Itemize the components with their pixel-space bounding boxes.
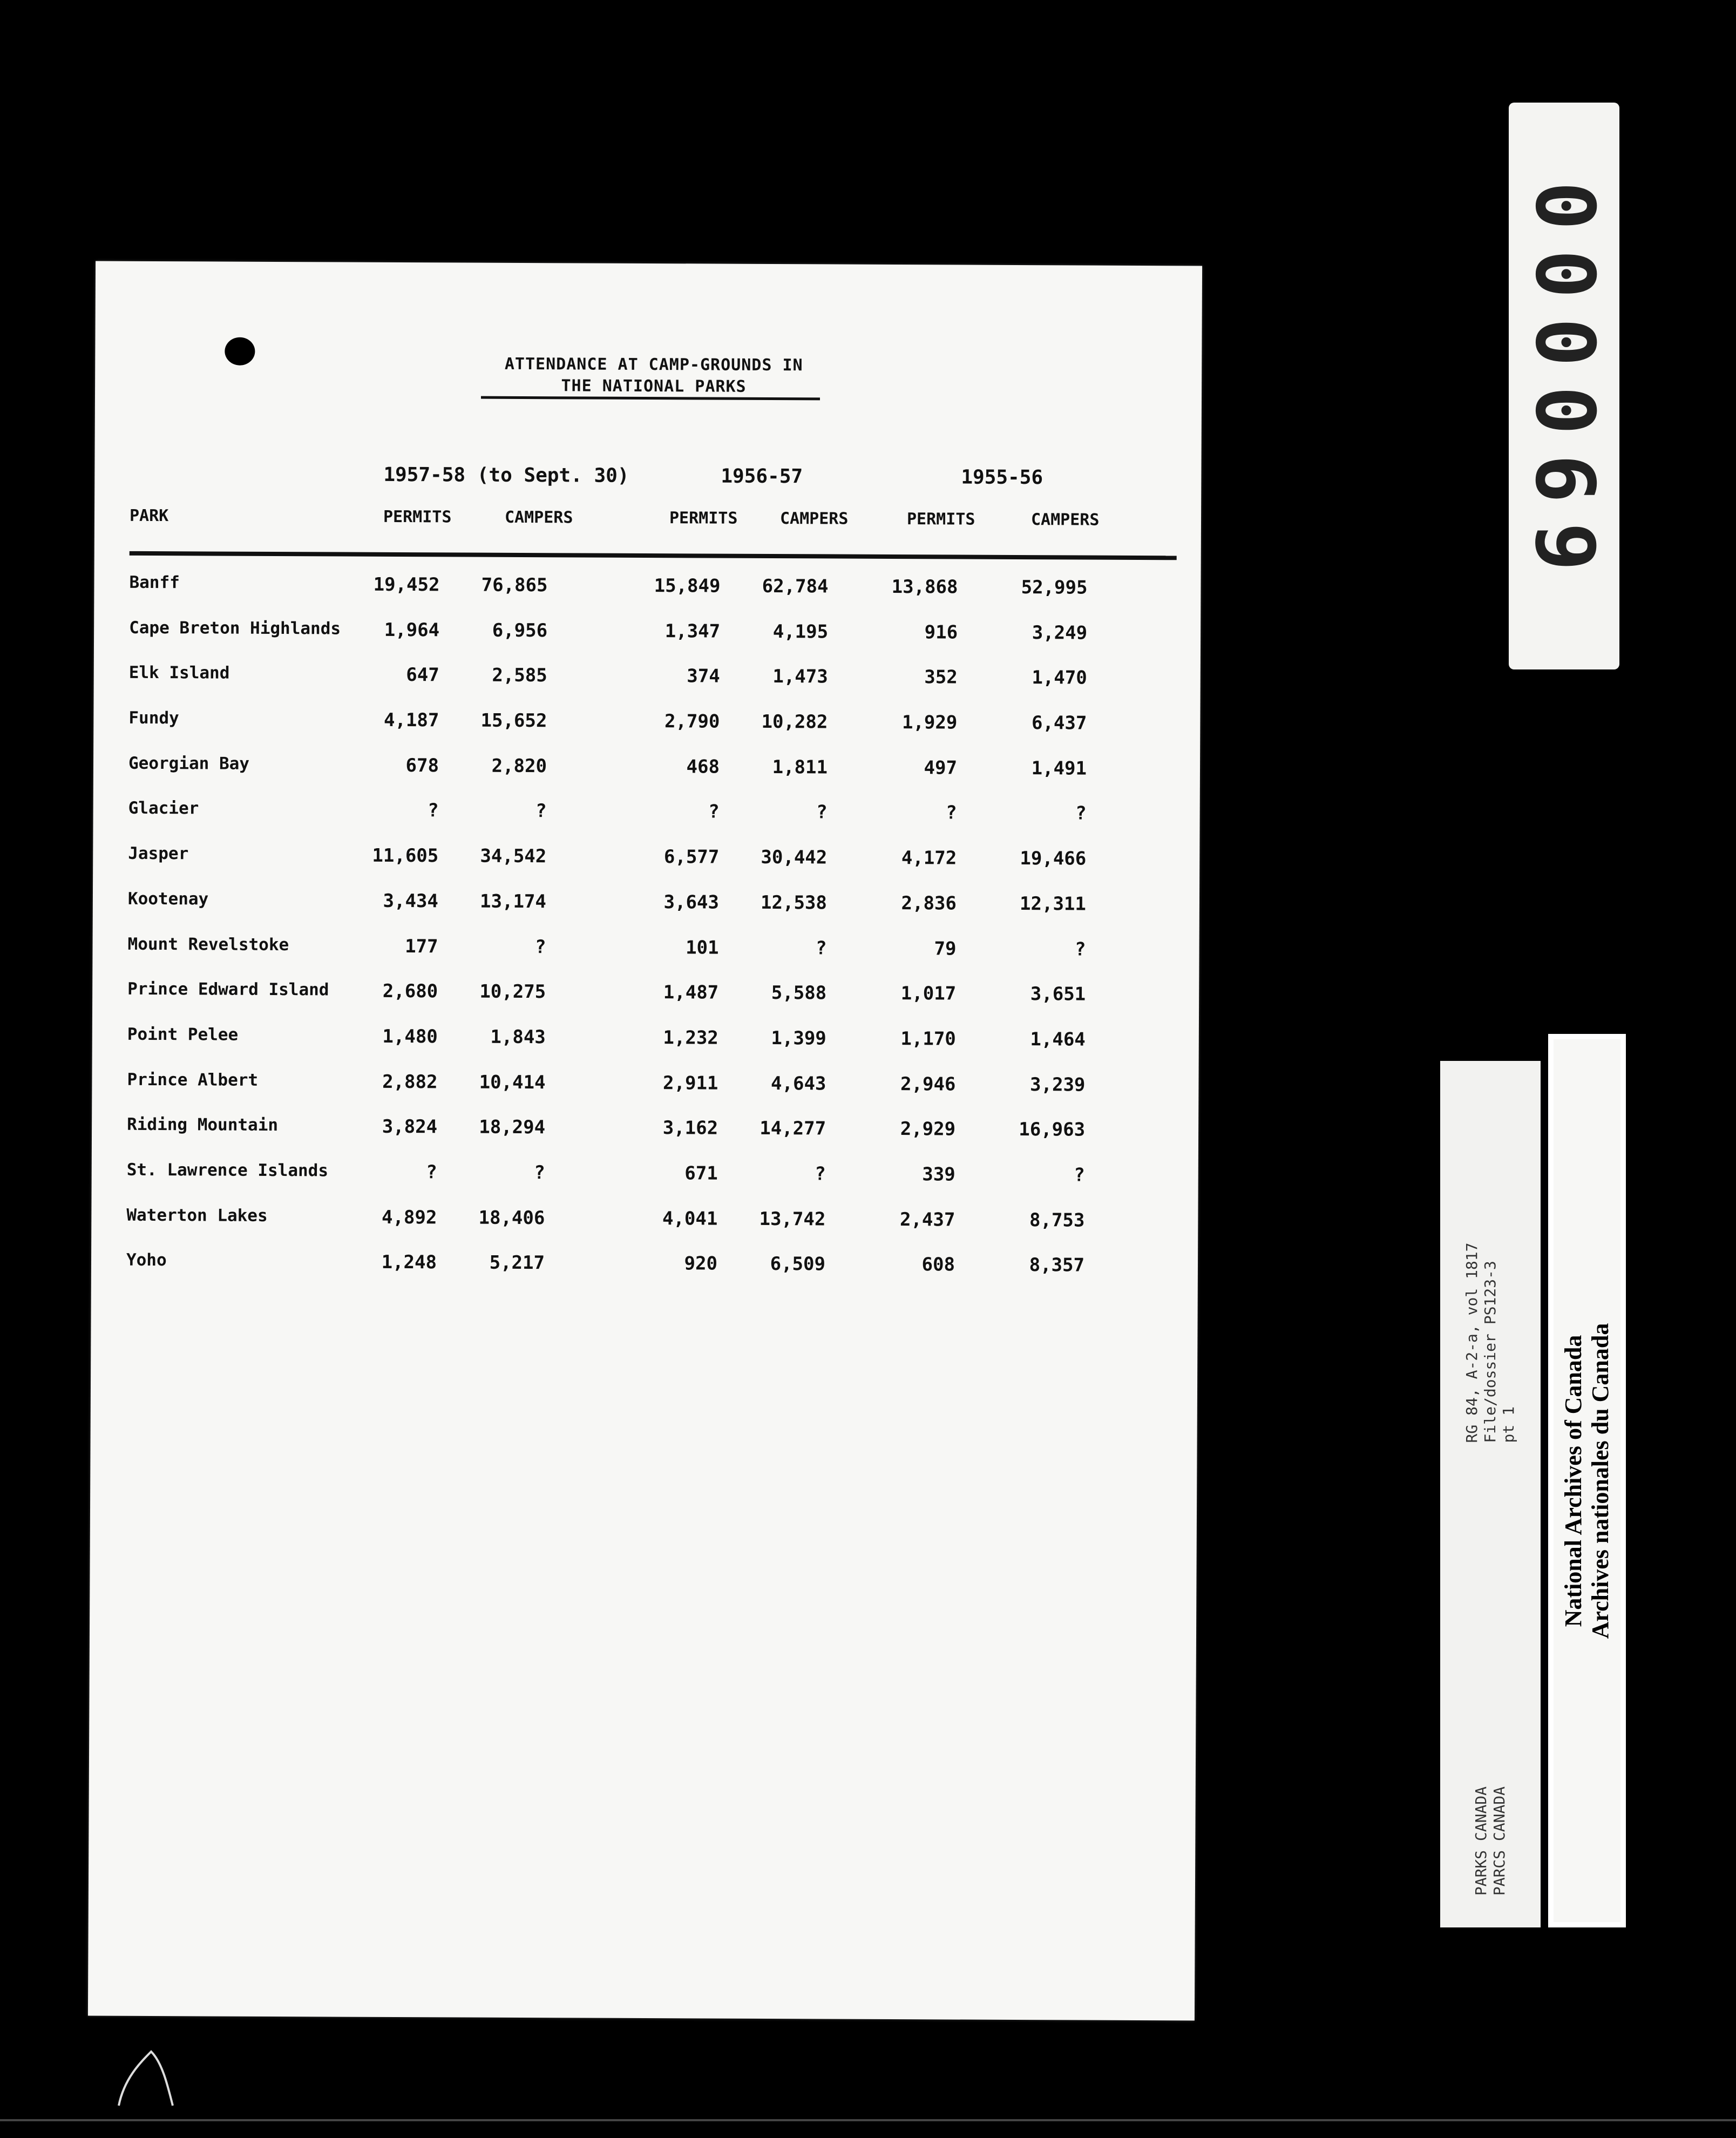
park-name: Banff <box>129 572 180 593</box>
table-cell: 2,946 <box>900 1073 956 1095</box>
table-cell: 3,162 <box>662 1117 718 1139</box>
period-header-3: 1955-56 <box>961 466 1043 489</box>
table-row <box>92 973 1199 1023</box>
table-cell: 12,311 <box>1020 892 1087 915</box>
park-name: Jasper <box>128 843 189 864</box>
table-cell: 3,651 <box>1030 983 1086 1005</box>
table-cell: 30,442 <box>761 847 828 869</box>
table-cell: 79 <box>934 937 957 960</box>
table-cell: 6,956 <box>492 619 548 641</box>
table-cell: 3,239 <box>1030 1073 1086 1096</box>
table-cell: 647 <box>406 664 439 686</box>
document-page <box>88 261 1202 2021</box>
table-cell: 13,174 <box>480 890 547 913</box>
park-name: Prince Albert <box>127 1070 259 1090</box>
table-cell: ? <box>534 936 546 958</box>
table-cell: 352 <box>924 666 958 688</box>
table-cell: 18,406 <box>478 1207 545 1229</box>
table-cell: ? <box>946 802 957 824</box>
table-cell: 671 <box>684 1162 718 1185</box>
table-cell: 15,652 <box>480 709 547 732</box>
frame-number: 000069 <box>1517 181 1611 591</box>
table-cell: 19,452 <box>373 573 440 596</box>
table-cell: 468 <box>686 756 720 778</box>
agency-english: PARKS CANADA <box>1472 1786 1490 1896</box>
table-cell: 4,187 <box>383 709 439 732</box>
table-cell: 34,542 <box>480 845 547 868</box>
column-header-campers-2: CAMPERS <box>779 509 849 529</box>
table-cell: 3,643 <box>663 891 720 914</box>
table-cell: 339 <box>922 1163 955 1186</box>
table-row <box>92 1108 1198 1159</box>
table-cell: 608 <box>921 1254 955 1276</box>
park-name: Elk Island <box>128 663 230 684</box>
table-cell: 920 <box>684 1253 718 1275</box>
table-cell: 2,437 <box>899 1208 955 1231</box>
table-row <box>93 882 1199 932</box>
table-cell: 8,753 <box>1029 1209 1085 1232</box>
column-header-permits-3: PERMITS <box>906 510 975 529</box>
table-cell: 1,964 <box>384 619 440 641</box>
table-cell: 3,434 <box>383 890 439 912</box>
table-cell: 1,487 <box>663 982 719 1004</box>
document-title <box>481 354 826 398</box>
table-cell: 4,643 <box>771 1072 826 1095</box>
film-scratch-mark <box>108 2046 184 2111</box>
table-cell: 3,249 <box>1032 621 1088 644</box>
table-row <box>91 1244 1198 1294</box>
table-cell: 76,865 <box>481 574 548 597</box>
table-cell: 1,232 <box>663 1027 718 1049</box>
title-line-1: ATTENDANCE AT CAMP-GROUNDS IN <box>504 354 803 375</box>
table-row <box>94 657 1201 707</box>
table-cell: ? <box>1074 1164 1085 1186</box>
table-cell: 12,538 <box>761 891 828 914</box>
park-name: Kootenay <box>127 889 209 909</box>
table-cell: 6,437 <box>1031 712 1087 734</box>
park-name: Point Pelee <box>127 1024 239 1045</box>
table-cell: 10,282 <box>761 711 828 733</box>
attendance-table <box>91 566 1201 1294</box>
film-edge-line <box>0 2119 1736 2121</box>
table-row <box>91 1199 1198 1249</box>
park-name: Riding Mountain <box>127 1115 279 1135</box>
table-cell: 5,588 <box>771 982 827 1004</box>
period-header-1: 1957-58 (to Sept. 30) <box>383 463 629 487</box>
column-header-permits-2: PERMITS <box>669 509 738 528</box>
table-row <box>93 837 1199 888</box>
column-header-campers-1: CAMPERS <box>504 508 573 527</box>
table-cell: 10,275 <box>479 980 546 1003</box>
reference-line-3: pt 1 <box>1500 1406 1517 1443</box>
table-cell: 2,680 <box>382 980 438 1003</box>
table-cell: 6,577 <box>663 846 720 868</box>
table-cell: 19,466 <box>1020 848 1087 870</box>
table-cell: 2,911 <box>663 1072 718 1094</box>
reference-line-1: RG 84, A-2-a, vol 1817 <box>1463 1242 1481 1443</box>
table-cell: 101 <box>686 936 719 959</box>
table-cell: 1,248 <box>381 1251 437 1274</box>
table-cell: 2,820 <box>491 755 547 777</box>
table-cell: 1,473 <box>772 666 828 688</box>
table-cell: 3,824 <box>382 1116 438 1138</box>
punch-hole <box>225 337 255 366</box>
table-cell: ? <box>815 937 827 959</box>
table-cell: ? <box>426 1161 437 1183</box>
table-row <box>93 702 1200 752</box>
column-header-permits-1: PERMITS <box>383 507 452 527</box>
table-cell: 16,963 <box>1019 1119 1086 1141</box>
table-cell: 1,929 <box>901 712 958 734</box>
column-header-campers-3: CAMPERS <box>1030 510 1100 530</box>
park-name: Mount Revelstoke <box>127 934 289 955</box>
table-cell: 1,399 <box>771 1027 826 1050</box>
table-row <box>92 928 1199 978</box>
table-cell: 6,509 <box>770 1253 826 1275</box>
table-cell: 2,836 <box>901 892 957 915</box>
title-line-2: THE NATIONAL PARKS <box>561 376 747 396</box>
table-cell: 1,347 <box>664 620 721 642</box>
table-cell: 1,480 <box>382 1025 438 1048</box>
header-divider <box>130 551 1177 560</box>
park-name: Yoho <box>126 1250 167 1270</box>
column-header-park: PARK <box>129 506 169 526</box>
table-row <box>93 747 1200 797</box>
table-cell: 13,868 <box>891 576 958 598</box>
agency-french: PARCS CANADA <box>1490 1786 1508 1896</box>
table-cell: 1,843 <box>490 1026 546 1048</box>
table-cell: 4,041 <box>662 1207 718 1230</box>
park-name: Cape Breton Highlands <box>129 618 341 639</box>
table-cell: 1,017 <box>900 983 957 1005</box>
table-cell: 678 <box>405 754 439 777</box>
table-cell: 4,195 <box>772 620 829 643</box>
table-cell: 497 <box>924 756 958 779</box>
archives-name-french: Archives nationales du Canada <box>1587 1323 1613 1639</box>
table-cell: ? <box>816 801 828 823</box>
table-cell: 8,357 <box>1029 1254 1085 1276</box>
table-row <box>92 1153 1198 1203</box>
park-name: Waterton Lakes <box>126 1205 268 1226</box>
table-cell: ? <box>1074 938 1086 960</box>
table-cell: 14,277 <box>760 1118 826 1140</box>
table-cell: ? <box>708 801 720 823</box>
table-cell: 4,892 <box>381 1206 437 1228</box>
table-cell: 5,217 <box>489 1252 545 1274</box>
reference-line-2: File/dossier PS123-3 <box>1481 1260 1499 1443</box>
table-cell: 4,172 <box>901 847 957 869</box>
national-archives-text <box>1560 1323 1614 1639</box>
table-row <box>92 1018 1199 1068</box>
table-cell: 1,811 <box>772 756 828 779</box>
table-cell: 916 <box>924 621 958 644</box>
table-cell: 15,849 <box>654 575 721 597</box>
table-cell: ? <box>428 800 439 822</box>
table-cell: ? <box>535 800 547 822</box>
table-cell: 11,605 <box>372 844 439 867</box>
park-name: Prince Edward Island <box>127 979 329 1000</box>
table-row <box>93 792 1199 842</box>
table-cell: ? <box>534 1162 545 1184</box>
park-name: Fundy <box>128 708 179 728</box>
table-cell: 1,491 <box>1031 757 1087 780</box>
table-cell: 13,742 <box>759 1208 826 1230</box>
park-name: St. Lawrence Islands <box>126 1160 329 1181</box>
agency-text <box>1472 1786 1509 1895</box>
national-archives-label <box>1548 1034 1626 1927</box>
table-cell: 18,294 <box>479 1116 546 1139</box>
park-name: Georgian Bay <box>128 753 250 774</box>
archive-reference-label <box>1440 1061 1541 1927</box>
table-cell: 1,464 <box>1030 1028 1086 1051</box>
table-row <box>94 611 1201 661</box>
table-cell: 52,995 <box>1021 577 1088 599</box>
table-cell: 2,585 <box>492 665 547 687</box>
table-cell: 2,929 <box>900 1118 956 1140</box>
table-cell: ? <box>815 1163 826 1185</box>
table-cell: 2,882 <box>382 1071 438 1093</box>
table-cell: 2,790 <box>664 711 720 733</box>
table-cell: 374 <box>687 665 720 687</box>
table-cell: 1,170 <box>900 1027 956 1050</box>
table-cell: ? <box>1075 802 1087 824</box>
table-cell: 10,414 <box>479 1071 546 1093</box>
archive-reference-text <box>1463 1242 1518 1443</box>
table-row <box>94 566 1201 617</box>
table-row <box>92 1063 1198 1113</box>
table-cell: 62,784 <box>762 575 829 598</box>
archives-name-english: National Archives of Canada <box>1560 1335 1586 1627</box>
period-header-2: 1956-57 <box>721 465 803 488</box>
park-name: Glacier <box>128 799 199 818</box>
table-cell: 1,470 <box>1032 667 1087 689</box>
frame-counter-strip <box>1509 103 1619 669</box>
table-cell: 177 <box>405 935 438 957</box>
